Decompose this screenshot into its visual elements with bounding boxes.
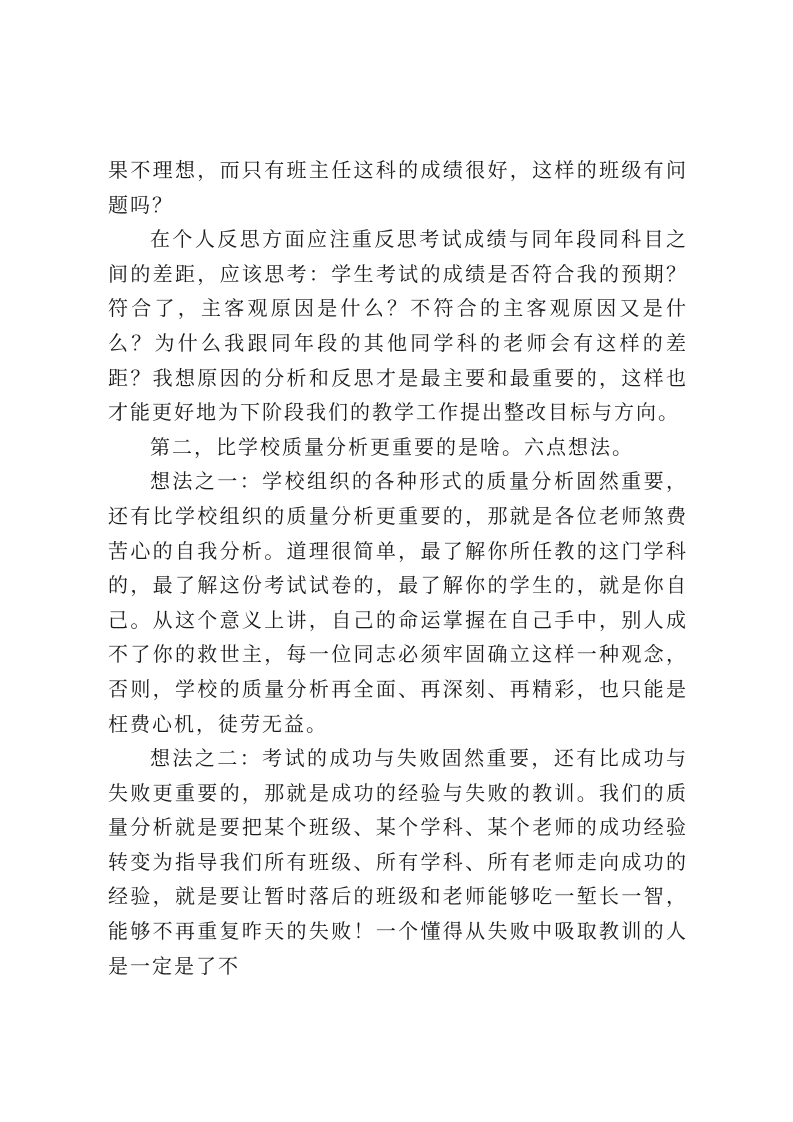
paragraph-idea-two: 想法之二：考试的成功与失败固然重要，还有比成功与失败更重要的，那就是成功的经验与失败的教训。我们的质量分析就是要把某个班级、某个学科、某个老师的成功经验转变为指导我们所有班级、所有学科、所有老师走向成功的经验，就是要让暂时落后的班级和老师能够吃一堑长一智，能够不再重复昨天的失败！一个懂得从失败中吸取教训的人是一定是了不 [108,746,688,978]
paragraph-personal-reflection: 在个人反思方面应注重反思考试成绩与同年段同科目之间的差距，应该思考：学生考试的成绩是否符合我的预期？符合了，主客观原因是什么？不符合的主客观原因又是什么？为什么我跟同年段的其他同学科的老师会有这样的差距？我想原因的分析和反思才是最主要和最重要的，这样也才能更好地为下阶段我们的教学工作提出整改目标与方向。 [108,227,688,425]
document-body [108,153,688,983]
section-heading-second: 第二，比学校质量分析更重要的是啥。六点想法。 [150,434,634,459]
paragraph-idea-one: 想法之一：学校组织的各种形式的质量分析固然重要，还有比学校组织的质量分析更重要的，那就是各位老师煞费苦心的自我分析。道理很简单，最了解你所任教的这门学科的，最了解这份考试试卷的，最了解你的学生的，就是你自己。从这个意义上讲，自己的命运掌握在自己手中，别人成不了你的救世主，每一位同志必须牢固确立这样一种观念，否则，学校的质量分析再全面、再深刻、再精彩，也只能是枉费心机，徒劳无益。 [108,469,688,736]
paragraph-continuation: 果不理想，而只有班主任这科的成绩很好，这样的班级有问题吗？ [108,158,688,217]
